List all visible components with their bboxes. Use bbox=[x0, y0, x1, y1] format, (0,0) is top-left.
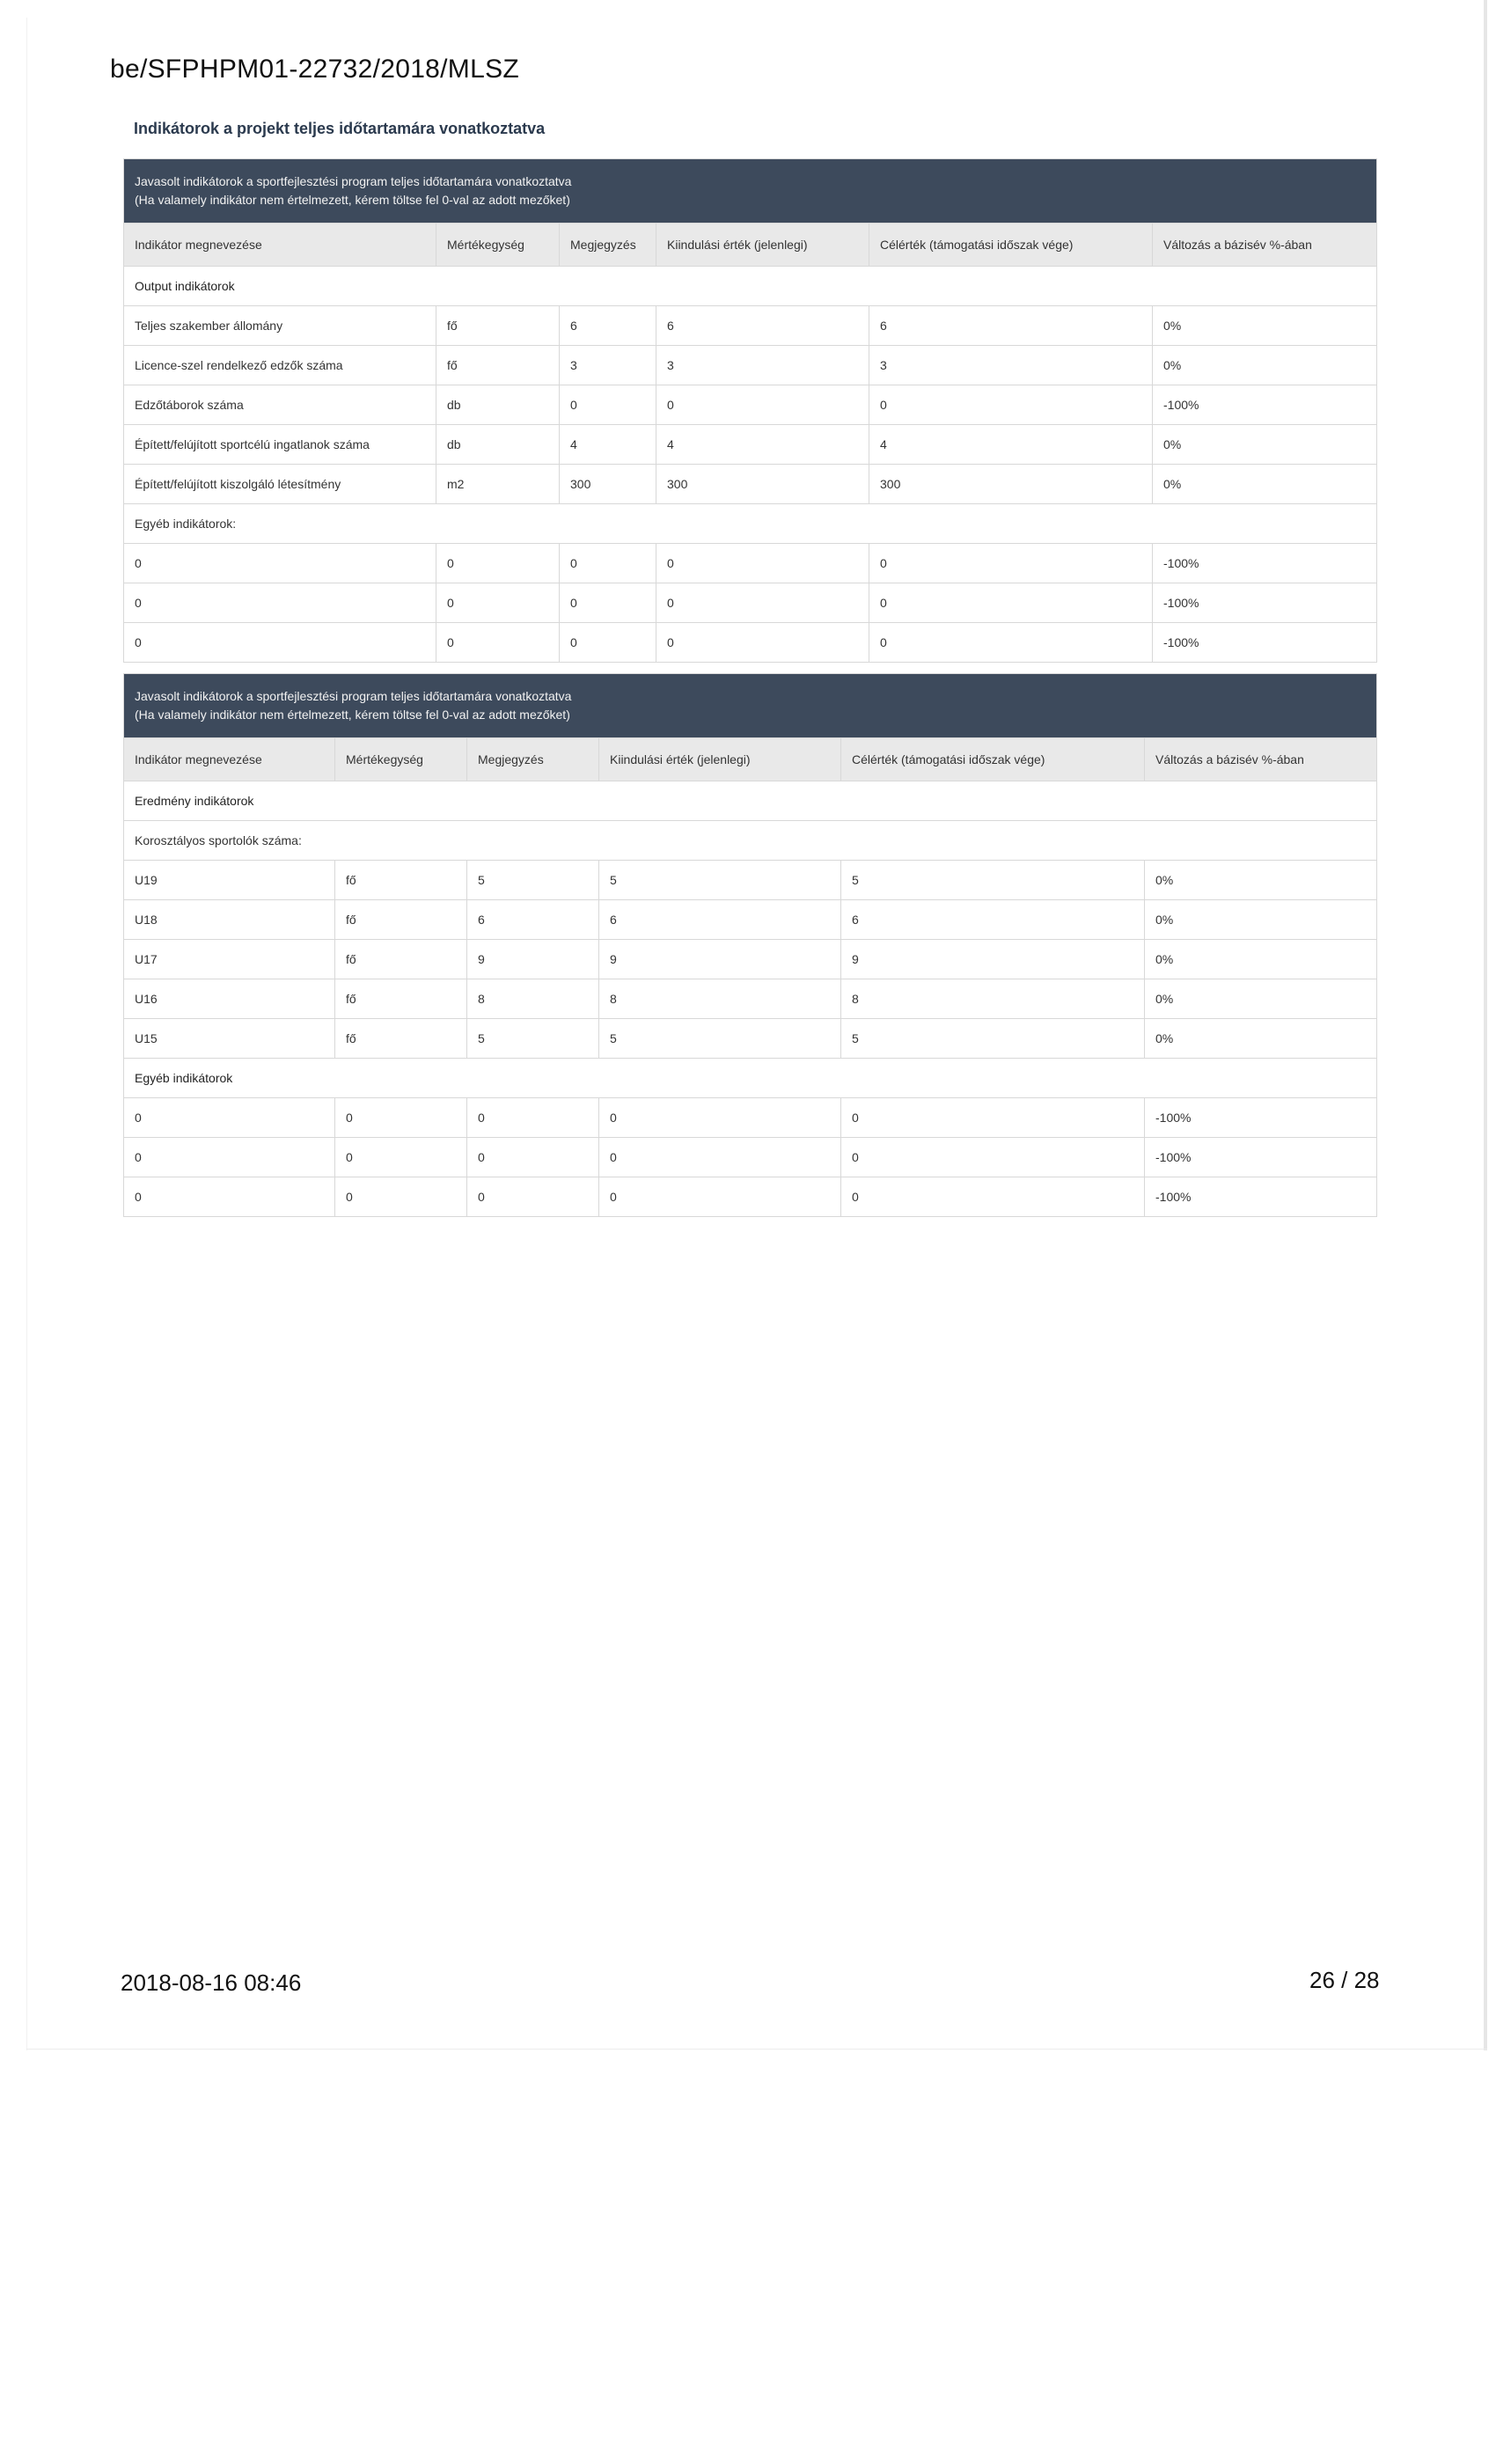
cell-change: -100% bbox=[1153, 583, 1377, 623]
cell-baseline: 6 bbox=[599, 900, 841, 940]
cell-note: 0 bbox=[560, 583, 656, 623]
cell-name: U16 bbox=[124, 979, 335, 1019]
cell-baseline: 3 bbox=[656, 346, 869, 385]
cell-target: 0 bbox=[841, 1138, 1145, 1177]
scan-edge-right bbox=[1484, 0, 1487, 2050]
cell-unit: fő bbox=[335, 900, 467, 940]
cell-baseline: 0 bbox=[599, 1138, 841, 1177]
col-header-baseline: Kiindulási érték (jelenlegi) bbox=[656, 224, 869, 267]
cell-target: 0 bbox=[869, 583, 1153, 623]
cell-note: 0 bbox=[560, 544, 656, 583]
cell-unit: 0 bbox=[436, 544, 560, 583]
scan-edge-bottom bbox=[26, 2049, 1487, 2050]
cell-unit: 0 bbox=[436, 583, 560, 623]
cell-name: Edzőtáborok száma bbox=[124, 385, 436, 425]
cell-change: 0% bbox=[1153, 306, 1377, 346]
cell-change: 0% bbox=[1145, 861, 1377, 900]
cell-target: 4 bbox=[869, 425, 1153, 465]
cell-unit: fő bbox=[436, 306, 560, 346]
column-header-row bbox=[124, 224, 1377, 267]
banner-line-2: (Ha valamely indikátor nem értelmezett, kérem töltse fel 0-val az adott mezőket) bbox=[135, 193, 570, 207]
col-header-unit: Mértékegység bbox=[335, 738, 467, 781]
col-header-note: Megjegyzés bbox=[467, 738, 599, 781]
cell-baseline: 8 bbox=[599, 979, 841, 1019]
cell-change: -100% bbox=[1153, 385, 1377, 425]
cell-change: 0% bbox=[1145, 900, 1377, 940]
cell-note: 0 bbox=[467, 1177, 599, 1217]
sub-label: Korosztályos sportolók száma: bbox=[124, 821, 1377, 861]
cell-change: -100% bbox=[1145, 1177, 1377, 1217]
cell-target: 5 bbox=[841, 861, 1145, 900]
cell-change: -100% bbox=[1145, 1098, 1377, 1138]
cell-unit: fő bbox=[335, 940, 467, 979]
cell-unit: db bbox=[436, 385, 560, 425]
table-row bbox=[124, 1098, 1377, 1138]
cell-change: 0% bbox=[1145, 1019, 1377, 1059]
table-row bbox=[124, 1019, 1377, 1059]
cell-unit: 0 bbox=[335, 1098, 467, 1138]
cell-name: Épített/felújított kiszolgáló létesítmény bbox=[124, 465, 436, 504]
cell-note: 6 bbox=[560, 306, 656, 346]
cell-change: 0% bbox=[1153, 425, 1377, 465]
sub-label-row bbox=[124, 821, 1377, 861]
cell-note: 0 bbox=[467, 1138, 599, 1177]
table-row bbox=[124, 1138, 1377, 1177]
table-banner-cell bbox=[124, 159, 1377, 224]
cell-target: 0 bbox=[869, 385, 1153, 425]
col-header-name: Indikátor megnevezése bbox=[124, 224, 436, 267]
cell-baseline: 0 bbox=[656, 544, 869, 583]
cell-name: 0 bbox=[124, 583, 436, 623]
section-label-row bbox=[124, 267, 1377, 306]
cell-change: -100% bbox=[1145, 1138, 1377, 1177]
cell-unit: fő bbox=[335, 861, 467, 900]
table-banner bbox=[124, 159, 1377, 224]
cell-note: 0 bbox=[467, 1098, 599, 1138]
table-row bbox=[124, 979, 1377, 1019]
other-indicators-label: Egyéb indikátorok: bbox=[124, 504, 1377, 544]
cell-unit: m2 bbox=[436, 465, 560, 504]
cell-baseline: 0 bbox=[656, 583, 869, 623]
cell-note: 0 bbox=[560, 385, 656, 425]
col-header-target: Célérték (támogatási időszak vége) bbox=[869, 224, 1153, 267]
cell-name: U15 bbox=[124, 1019, 335, 1059]
footer-datetime: 2018-08-16 08:46 bbox=[121, 1969, 302, 1996]
cell-target: 0 bbox=[841, 1098, 1145, 1138]
cell-change: 0% bbox=[1145, 979, 1377, 1019]
table-row bbox=[124, 306, 1377, 346]
cell-target: 8 bbox=[841, 979, 1145, 1019]
col-header-target: Célérték (támogatási időszak vége) bbox=[841, 738, 1145, 781]
table-row bbox=[124, 861, 1377, 900]
cell-target: 300 bbox=[869, 465, 1153, 504]
cell-note: 6 bbox=[467, 900, 599, 940]
col-header-change: Változás a bázisév %-ában bbox=[1153, 224, 1377, 267]
cell-name: 0 bbox=[124, 1177, 335, 1217]
cell-note: 8 bbox=[467, 979, 599, 1019]
cell-unit: fő bbox=[436, 346, 560, 385]
footer-page-number: 26 / 28 bbox=[1309, 1967, 1380, 1993]
section-label-row bbox=[124, 781, 1377, 821]
banner-line-1: Javasolt indikátorok a sportfejlesztési program teljes időtartamára vonatkoztatva bbox=[135, 174, 572, 188]
table-row bbox=[124, 1177, 1377, 1217]
cell-unit: fő bbox=[335, 979, 467, 1019]
section-label: Eredmény indikátorok bbox=[124, 781, 1377, 821]
banner-line-2: (Ha valamely indikátor nem értelmezett, kérem töltse fel 0-val az adott mezőket) bbox=[135, 708, 570, 722]
cell-unit: fő bbox=[335, 1019, 467, 1059]
cell-note: 300 bbox=[560, 465, 656, 504]
col-header-unit: Mértékegység bbox=[436, 224, 560, 267]
table-row bbox=[124, 346, 1377, 385]
table-banner bbox=[124, 674, 1377, 738]
cell-target: 6 bbox=[869, 306, 1153, 346]
cell-baseline: 9 bbox=[599, 940, 841, 979]
result-indicators-table bbox=[123, 673, 1377, 1217]
table-row bbox=[124, 940, 1377, 979]
table-row bbox=[124, 385, 1377, 425]
cell-name: 0 bbox=[124, 1138, 335, 1177]
cell-name: Teljes szakember állomány bbox=[124, 306, 436, 346]
col-header-note: Megjegyzés bbox=[560, 224, 656, 267]
cell-unit: 0 bbox=[436, 623, 560, 663]
cell-target: 0 bbox=[841, 1177, 1145, 1217]
cell-baseline: 0 bbox=[599, 1177, 841, 1217]
cell-unit: db bbox=[436, 425, 560, 465]
table-banner-cell bbox=[124, 674, 1377, 738]
table-row bbox=[124, 583, 1377, 623]
cell-target: 5 bbox=[841, 1019, 1145, 1059]
cell-note: 5 bbox=[467, 1019, 599, 1059]
cell-target: 9 bbox=[841, 940, 1145, 979]
cell-change: -100% bbox=[1153, 623, 1377, 663]
column-header-row bbox=[124, 738, 1377, 781]
cell-baseline: 5 bbox=[599, 861, 841, 900]
cell-target: 0 bbox=[869, 544, 1153, 583]
cell-baseline: 6 bbox=[656, 306, 869, 346]
cell-baseline: 0 bbox=[656, 623, 869, 663]
col-header-change: Változás a bázisév %-ában bbox=[1145, 738, 1377, 781]
table-row bbox=[124, 623, 1377, 663]
cell-baseline: 5 bbox=[599, 1019, 841, 1059]
cell-note: 0 bbox=[560, 623, 656, 663]
output-indicators-table bbox=[123, 158, 1377, 663]
table-row bbox=[124, 900, 1377, 940]
cell-target: 6 bbox=[841, 900, 1145, 940]
cell-name: 0 bbox=[124, 544, 436, 583]
cell-unit: 0 bbox=[335, 1138, 467, 1177]
cell-note: 9 bbox=[467, 940, 599, 979]
other-indicators-label-row bbox=[124, 504, 1377, 544]
section-label: Output indikátorok bbox=[124, 267, 1377, 306]
other-indicators-label-row bbox=[124, 1059, 1377, 1098]
table-row bbox=[124, 465, 1377, 504]
cell-name: U18 bbox=[124, 900, 335, 940]
cell-change: -100% bbox=[1153, 544, 1377, 583]
col-header-baseline: Kiindulási érték (jelenlegi) bbox=[599, 738, 841, 781]
document-id: be/SFPHPM01-22732/2018/MLSZ bbox=[110, 55, 520, 84]
cell-baseline: 0 bbox=[599, 1098, 841, 1138]
cell-name: Licence-szel rendelkező edzők száma bbox=[124, 346, 436, 385]
cell-name: U17 bbox=[124, 940, 335, 979]
cell-baseline: 4 bbox=[656, 425, 869, 465]
cell-target: 3 bbox=[869, 346, 1153, 385]
table-row bbox=[124, 544, 1377, 583]
other-indicators-label: Egyéb indikátorok bbox=[124, 1059, 1377, 1098]
cell-name: U19 bbox=[124, 861, 335, 900]
cell-name: 0 bbox=[124, 1098, 335, 1138]
cell-change: 0% bbox=[1145, 940, 1377, 979]
cell-baseline: 0 bbox=[656, 385, 869, 425]
cell-note: 4 bbox=[560, 425, 656, 465]
cell-name: 0 bbox=[124, 623, 436, 663]
cell-note: 5 bbox=[467, 861, 599, 900]
cell-baseline: 300 bbox=[656, 465, 869, 504]
col-header-name: Indikátor megnevezése bbox=[124, 738, 335, 781]
cell-change: 0% bbox=[1153, 465, 1377, 504]
table-row bbox=[124, 425, 1377, 465]
cell-note: 3 bbox=[560, 346, 656, 385]
cell-change: 0% bbox=[1153, 346, 1377, 385]
cell-target: 0 bbox=[869, 623, 1153, 663]
banner-line-1: Javasolt indikátorok a sportfejlesztési program teljes időtartamára vonatkoztatva bbox=[135, 689, 572, 703]
scan-edge-left bbox=[26, 18, 27, 2050]
cell-name: Épített/felújított sportcélú ingatlanok száma bbox=[124, 425, 436, 465]
section-heading: Indikátorok a projekt teljes időtartamára vonatkoztatva bbox=[134, 120, 546, 137]
cell-unit: 0 bbox=[335, 1177, 467, 1217]
